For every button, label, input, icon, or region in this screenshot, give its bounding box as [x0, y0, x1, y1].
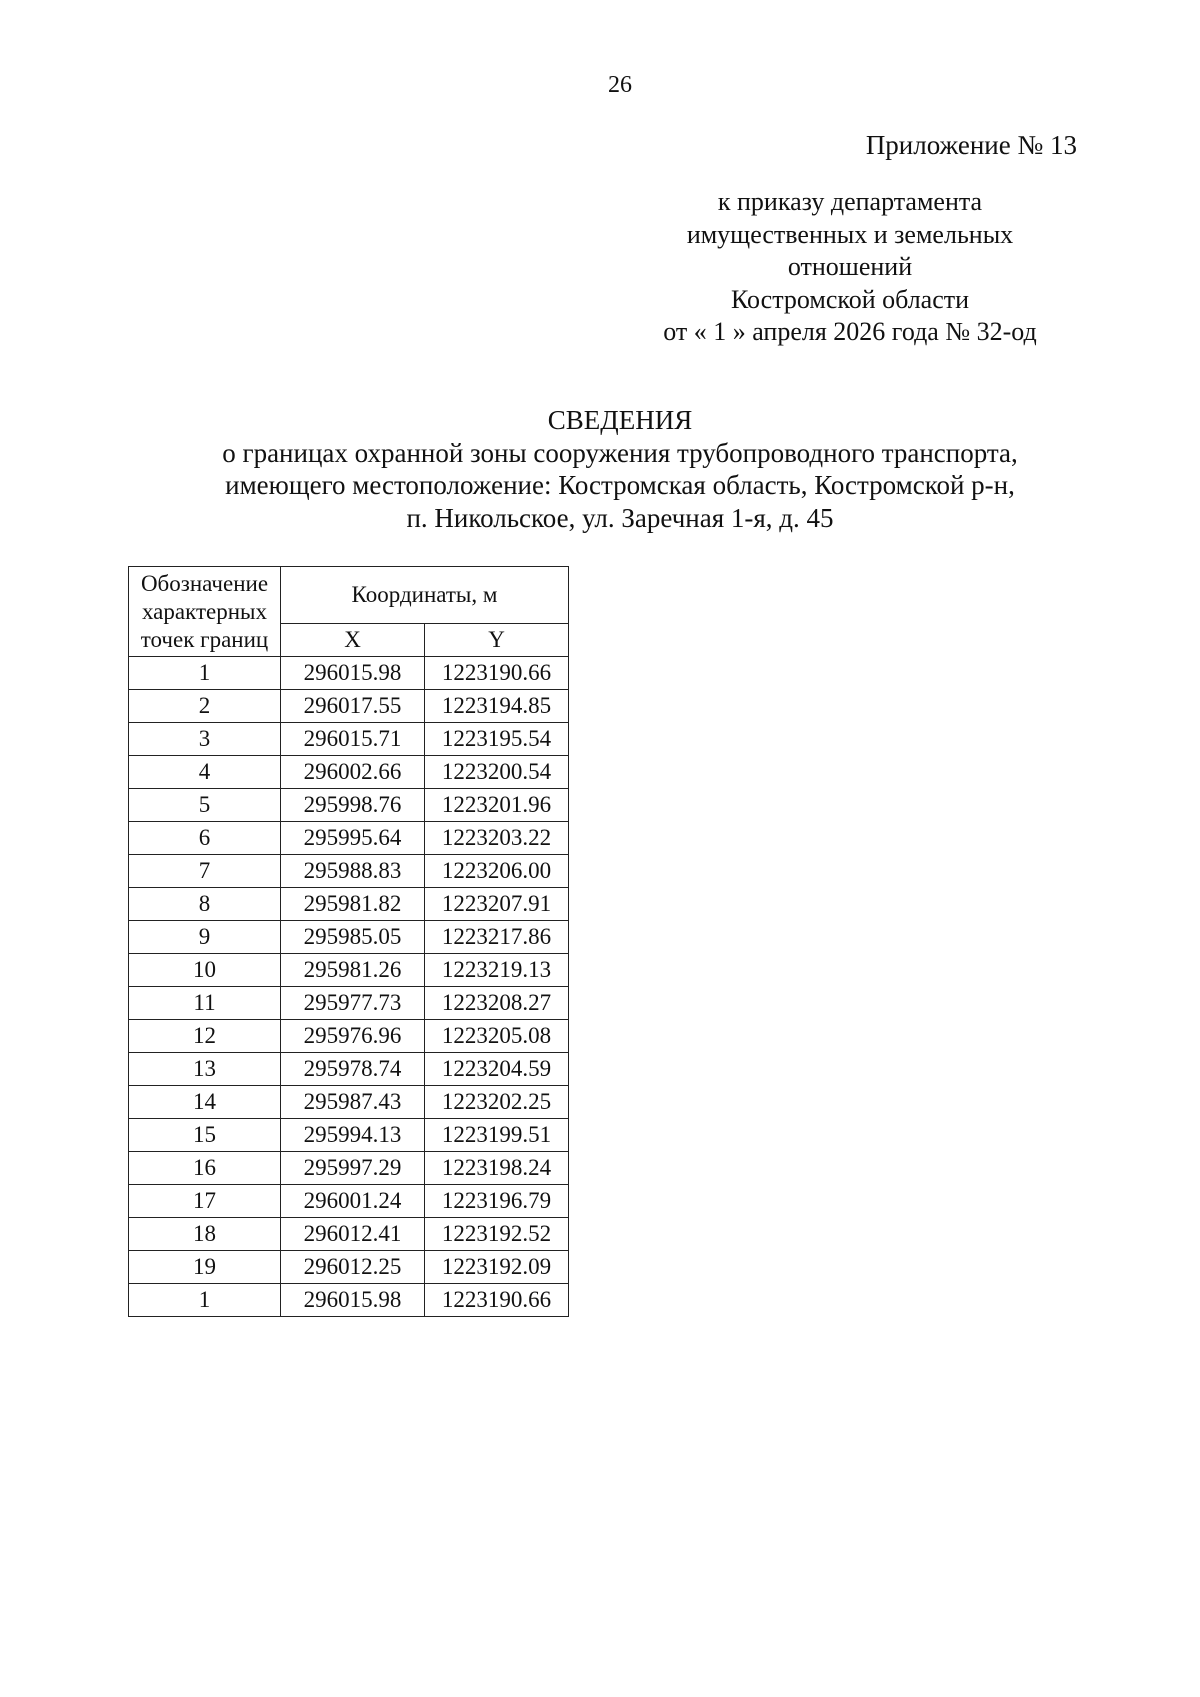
order-reference: [600, 186, 1100, 349]
cell-y: 1223201.96: [425, 789, 569, 822]
appendix-label: Приложение № 13: [865, 130, 1077, 160]
table-row: [129, 1152, 569, 1185]
cell-point: 15: [129, 1119, 281, 1152]
order-line: Костромской области: [730, 284, 970, 314]
table-row: [129, 690, 569, 723]
cell-y: 1223207.91: [425, 888, 569, 921]
table-row: [129, 987, 569, 1020]
cell-y: 1223203.22: [425, 822, 569, 855]
document-title: СВЕДЕНИЯ: [547, 405, 693, 435]
cell-x: 296015.98: [281, 657, 425, 690]
table-header-row: [129, 567, 569, 624]
cell-x: 295997.29: [281, 1152, 425, 1185]
cell-x: 296015.98: [281, 1284, 425, 1317]
cell-point: 9: [129, 921, 281, 954]
cell-x: 295994.13: [281, 1119, 425, 1152]
cell-x: 296001.24: [281, 1185, 425, 1218]
cell-x: 295977.73: [281, 987, 425, 1020]
cell-point: 1: [129, 1284, 281, 1317]
table-row: [129, 921, 569, 954]
document-subtitle-line: имеющего местоположение: Костромская область, Костромской р-н,: [225, 470, 1015, 500]
cell-point: 6: [129, 822, 281, 855]
cell-y: 1223202.25: [425, 1086, 569, 1119]
cell-point: 11: [129, 987, 281, 1020]
table-row: [129, 1251, 569, 1284]
table-row: [129, 657, 569, 690]
cell-y: 1223190.66: [425, 1284, 569, 1317]
cell-x: 296017.55: [281, 690, 425, 723]
cell-point: 3: [129, 723, 281, 756]
document-subtitle-line: п. Никольское, ул. Заречная 1-я, д. 45: [406, 502, 834, 533]
cell-x: 295981.82: [281, 888, 425, 921]
table-row: [129, 1020, 569, 1053]
order-line: имущественных и земельных: [686, 219, 1014, 249]
cell-y: 1223208.27: [425, 987, 569, 1020]
cell-point: 14: [129, 1086, 281, 1119]
cell-y: 1223194.85: [425, 690, 569, 723]
header-point-line: Обозначение: [140, 570, 269, 596]
cell-y: 1223192.09: [425, 1251, 569, 1284]
header-point-designation: [129, 567, 281, 657]
cell-point: 7: [129, 855, 281, 888]
table-row: [129, 723, 569, 756]
table-row: [129, 1119, 569, 1152]
header-y: Y: [425, 624, 569, 657]
cell-point: 2: [129, 690, 281, 723]
cell-point: 5: [129, 789, 281, 822]
cell-x: 295981.26: [281, 954, 425, 987]
order-line: к приказу департамента: [717, 187, 983, 216]
cell-point: 4: [129, 756, 281, 789]
cell-y: 1223204.59: [425, 1053, 569, 1086]
table-row: [129, 789, 569, 822]
header-coordinates: Координаты, м: [281, 567, 569, 624]
cell-point: 18: [129, 1218, 281, 1251]
order-line: отношений: [787, 252, 913, 281]
table-row: [129, 1086, 569, 1119]
cell-y: 1223190.66: [425, 657, 569, 690]
cell-y: 1223196.79: [425, 1185, 569, 1218]
cell-y: 1223219.13: [425, 954, 569, 987]
cell-x: 295976.96: [281, 1020, 425, 1053]
cell-y: 1223198.24: [425, 1152, 569, 1185]
cell-point: 1: [129, 657, 281, 690]
header-point-line: характерных: [141, 598, 267, 624]
cell-point: 19: [129, 1251, 281, 1284]
cell-point: 8: [129, 888, 281, 921]
document-subtitle-line: о границах охранной зоны сооружения трубопроводного транспорта,: [222, 437, 1018, 468]
table-body: [129, 657, 569, 1317]
cell-x: 295988.83: [281, 855, 425, 888]
cell-x: 295978.74: [281, 1053, 425, 1086]
cell-point: 16: [129, 1152, 281, 1185]
table-row: [129, 1284, 569, 1317]
cell-point: 17: [129, 1185, 281, 1218]
cell-point: 13: [129, 1053, 281, 1086]
table-row: [129, 1053, 569, 1086]
cell-y: 1223205.08: [425, 1020, 569, 1053]
table-row: [129, 855, 569, 888]
cell-x: 296012.25: [281, 1251, 425, 1284]
cell-x: 296002.66: [281, 756, 425, 789]
header-x: X: [281, 624, 425, 657]
coordinates-table: [128, 566, 569, 1317]
cell-y: 1223206.00: [425, 855, 569, 888]
cell-x: 296015.71: [281, 723, 425, 756]
table-row: [129, 1218, 569, 1251]
cell-point: 10: [129, 954, 281, 987]
cell-x: 296012.41: [281, 1218, 425, 1251]
cell-x: 295998.76: [281, 789, 425, 822]
table-row: [129, 888, 569, 921]
table-row: [129, 1185, 569, 1218]
table-row: [129, 954, 569, 987]
cell-point: 12: [129, 1020, 281, 1053]
cell-y: 1223199.51: [425, 1119, 569, 1152]
cell-y: 1223200.54: [425, 756, 569, 789]
table-row: [129, 756, 569, 789]
cell-x: 295985.05: [281, 921, 425, 954]
header-point-line: точек границ: [140, 626, 269, 652]
cell-x: 295987.43: [281, 1086, 425, 1119]
cell-x: 295995.64: [281, 822, 425, 855]
table-row: [129, 822, 569, 855]
cell-y: 1223195.54: [425, 723, 569, 756]
cell-y: 1223217.86: [425, 921, 569, 954]
page-number: 26: [608, 72, 632, 98]
cell-y: 1223192.52: [425, 1218, 569, 1251]
document-title-block: [0, 404, 1200, 534]
order-date-line: от « 1 » апреля 2026 года № 32-од: [663, 317, 1037, 346]
